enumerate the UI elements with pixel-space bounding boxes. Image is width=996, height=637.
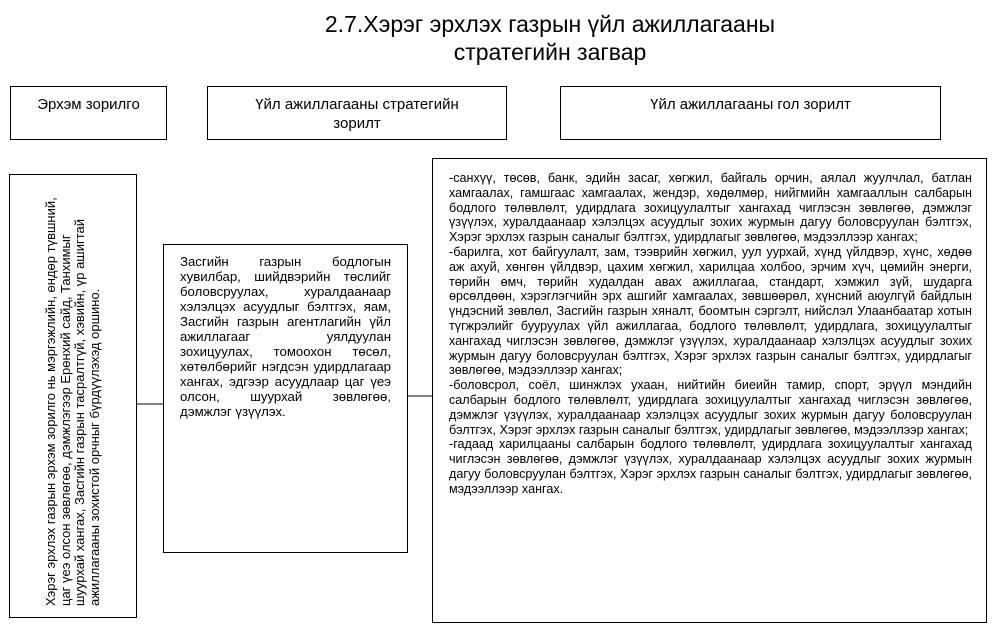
- strategy-box: [163, 244, 408, 553]
- header-strategy-label: Үйл ажиллагааны стратегийн зорилт: [255, 96, 459, 132]
- mission-box: [9, 174, 137, 618]
- main-goals-box: [432, 158, 987, 623]
- title-line-2: стратегийн загвар: [453, 39, 647, 65]
- mission-text: Хэрэг эрхлэх газрын эрхэм зорилго нь мэргэжлийн, өндөр түвшний, цаг үеэ олсон зөвлөгөө, дэмжлэгээр Ерөнхий сайд, Танхимыг шуурхай хангах, Засгийн газрын тасралтгүй, хэвийн, үр ашигтай ажиллагааны зохистой орчныг бүрдүүлэхэд оршино.: [43, 197, 102, 606]
- strategy-text: Засгийн газрын бодлогын хувилбар, шийдвэрийн төслийг боловсруулах, хуралдаанаар хэлэлцэх асуудлыг бэлтгэх, яам, Засгийн газрын агентлагийн үйл ажиллагааг уялдуулан зохицуулах, томоохон төсөл, хөтөлбөрийг нэгдсэн удирдлагаар хангах, эдгээр асуудлаар цаг үеэ олсон, шуурхай зөвлөгөө, дэмжлэг үзүүлэх.: [180, 254, 391, 419]
- header-mission-label: Эрхэм зорилго: [37, 96, 140, 113]
- main-goal-item: -санхүү, төсөв, банк, эдийн засаг, хөгжил, байгаль орчин, аялал жуулчлал, батлан хамгаалах, гамшгаас хамгаалах, жендэр, хөдөлмөр, нийгмийн хамгааллын салбарын бодлого төлөвлөлт, удирдлага зохицуулалтыг хангахад чиглэсэн зөвлөгөө, дэмжлэг үзүүлэх, хуралдаанаар хэлэлцэх асуудлыг зохих журмын дагуу боловсруулан бэлтгэх, Хэрэг эрхлэх газрын саналыг бэлтгэх, удирдлагыг зөвлөгөө, мэдээллээр хангах;: [449, 171, 972, 245]
- main-goal-item: -гадаад харилцааны салбарын бодлого төлөвлөлт, удирдлага зохицуулалтыг хангахад чиглэсэн зөвлөгөө, дэмжлэг үзүүлэх, хуралдаанаар хэлэлцэх асуудлыг зохих журмын дагуу боловсруулан бэлтгэх, Хэрэг эрхлэх газрын саналыг бэлтгэх, удирдлагыг зөвлөгөө, мэдээллээр хангах.: [449, 437, 972, 496]
- title-line-1: 2.7.Хэрэг эрхлэх газрын үйл ажиллагааны: [324, 11, 776, 37]
- main-goal-item: -барилга, хот байгуулалт, зам, тээврийн хөгжил, уул уурхай, хүнд үйлдвэр, хүнс, хөдөө аж ахуй, хөнгөн үйлдвэр, цахим хөгжил, харилцаа холбоо, эрчим хүч, цөмийн энерги, төрийн өмч, төрийн худалдан авах ажиллагаа, стандарт, хэмжил зүй, шударга өрсөлдөөн, хэрэглэгчийн эрх ашгийг хамгаалах, зөвшөөрөл, хүнсний аюулгүй байдлын үндэсний зөвлөл, Засгийн газрын хяналт, боомтын сэргэлт, нийслэл Улаанбаатар хотын түгжрэлийг бууруулах үйл ажиллагаа, бодлого төлөвлөлт, удирдлага, зохицуулалтыг хангахад чиглэсэн зөвлөгөө, дэмжлэг үзүүлэх, хуралдаанаар хэлэлцэх асуудлыг зохих журмын дагуу боловсруулан бэлтгэх, Хэрэг эрхлэх газрын саналыг бэлтгэх, удирдлагыг зөвлөгөө, мэдээллээр хангах;: [449, 244, 972, 378]
- header-main-label: Үйл ажиллагааны гол зорилт: [650, 96, 851, 113]
- main-goal-item: -боловсрол, соёл, шинжлэх ухаан, нийтийн биеийн тамир, спорт, эрүүл мэндийн салбарын бодлого төлөвлөлт, удирдлага зохицуулалтыг хангахад чиглэсэн зөвлөгөө, дэмжлэг үзүүлэх, хуралдаанаар хэлэлцэх асуудлыг зохих журмын дагуу боловсруулан бэлтгэх, Хэрэг эрхлэх газрын саналыг бэлтгэх, удирдлагыг зөвлөгөө, мэдээллээр хангах;: [449, 378, 972, 437]
